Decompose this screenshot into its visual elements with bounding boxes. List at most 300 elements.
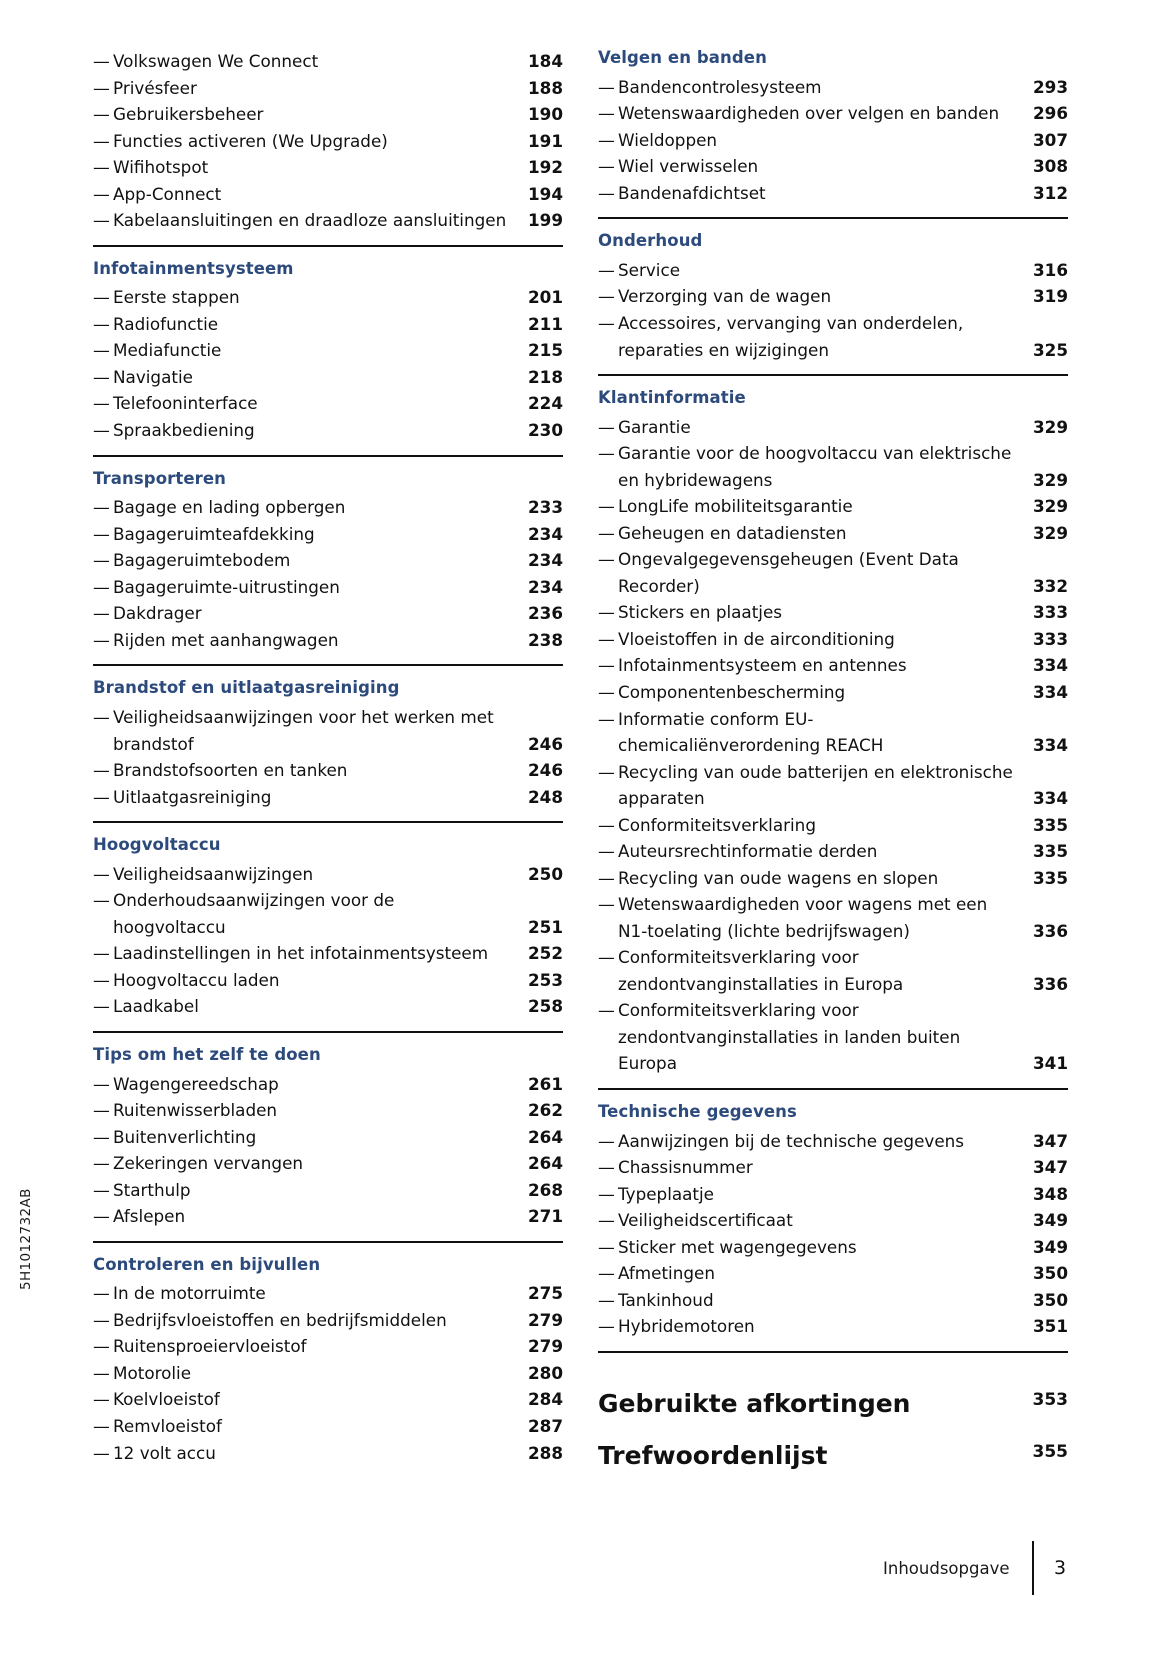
entry-label: Kabelaansluitingen en draadloze aansluitingen — [113, 210, 507, 231]
toc-entry[interactable] — [598, 891, 1068, 944]
entry-page-number: 316 — [1032, 259, 1068, 280]
toc-major-entry[interactable] — [598, 1439, 1068, 1473]
entry-label: Trefwoordenlijst — [598, 1440, 828, 1470]
entry-dash-icon: — — [93, 1416, 110, 1436]
entry-page-number: 334 — [1032, 788, 1068, 809]
toc-entry[interactable] — [93, 887, 563, 940]
toc-group-title: Technische gegevens — [598, 1101, 797, 1121]
toc-group — [93, 455, 563, 654]
entry-label: Hybridemotoren — [618, 1316, 755, 1337]
toc-entry[interactable] — [93, 337, 563, 364]
entry-page-number: 312 — [1032, 182, 1068, 203]
entry-page-number: 349 — [1032, 1210, 1068, 1231]
entry-label: Stickers en plaatjes — [618, 602, 783, 623]
entry-page-number: 334 — [1032, 735, 1068, 756]
entry-label: Wetenswaardigheden voor wagens met een N1-toelating (lichte bedrijfswagen) — [618, 894, 988, 941]
toc-group — [93, 664, 563, 810]
toc-left-column — [93, 48, 563, 1466]
toc-entry[interactable] — [598, 1181, 1068, 1208]
toc-entry[interactable] — [93, 364, 563, 391]
entry-dash-icon: — — [93, 943, 110, 964]
toc-entry[interactable] — [93, 1440, 563, 1467]
entry-label: Aanwijzingen bij de technische gegevens — [618, 1130, 965, 1151]
entry-label: Wagengereedschap — [113, 1073, 279, 1094]
toc-entry[interactable] — [93, 521, 563, 548]
entry-dash-icon: — — [598, 1157, 615, 1178]
entry-page-number: 211 — [527, 313, 563, 334]
entry-page-number: 252 — [527, 943, 563, 964]
entry-page-number: 329 — [1032, 416, 1068, 437]
entry-page-number: 347 — [1032, 1130, 1068, 1151]
entry-label: LongLife mobiliteitsgarantie — [618, 496, 853, 517]
entry-label: App-Connect — [113, 183, 222, 204]
toc-entry[interactable] — [93, 574, 563, 601]
entry-dash-icon: — — [93, 313, 110, 334]
entry-dash-icon: — — [598, 655, 615, 676]
toc-entry[interactable] — [93, 704, 563, 757]
entry-page-number: 234 — [527, 550, 563, 571]
entry-label: Eerste stappen — [113, 287, 240, 308]
toc-entry[interactable] — [598, 440, 1068, 493]
entry-dash-icon: — — [598, 867, 615, 888]
toc-group-title: Klantinformatie — [598, 388, 746, 408]
entry-page-number: 333 — [1032, 602, 1068, 623]
toc-entry[interactable] — [93, 967, 563, 994]
entry-label: Bandenafdichtset — [618, 182, 766, 203]
entry-page-number: 264 — [527, 1126, 563, 1147]
entry-label: Bagageruimte-uitrustingen — [113, 576, 340, 597]
entry-label: Volkswagen We Connect — [113, 51, 319, 71]
entry-label: 12 volt accu — [113, 1442, 216, 1463]
entry-dash-icon: — — [93, 1100, 110, 1121]
entry-label: Laadkabel — [113, 996, 199, 1017]
toc-entry[interactable] — [598, 679, 1068, 706]
entry-page-number: 268 — [527, 1179, 563, 1200]
entry-dash-icon: — — [598, 894, 615, 915]
entry-dash-icon: — — [93, 183, 110, 204]
entry-page-number: 188 — [527, 77, 563, 98]
entry-label: Auteursrechtinformatie derden — [618, 841, 878, 862]
entry-page-number: 251 — [527, 916, 563, 937]
entry-dash-icon: — — [93, 890, 110, 911]
entry-label: Radiofunctie — [113, 313, 219, 334]
toc-entry[interactable] — [598, 74, 1068, 101]
entry-page-number: 253 — [527, 969, 563, 990]
toc-group — [93, 48, 563, 234]
entry-label: Privésfeer — [113, 77, 197, 98]
entry-label: Gebruikte afkortingen — [598, 1388, 911, 1418]
toc-group-title: Transporteren — [93, 468, 227, 488]
entry-dash-icon: — — [598, 1263, 615, 1284]
entry-label: Rijden met aanhangwagen — [113, 629, 339, 650]
toc-entry[interactable] — [598, 257, 1068, 284]
toc-entry[interactable] — [93, 284, 563, 311]
entry-label: Functies activeren (We Upgrade) — [113, 130, 388, 151]
entry-page-number: 307 — [1032, 129, 1068, 150]
entry-label: Dakdrager — [113, 603, 202, 624]
entry-page-number: 275 — [527, 1283, 563, 1304]
document-part-number: 5H1012732AB — [18, 1188, 34, 1290]
entry-label: Service — [618, 259, 681, 280]
entry-label: Wieldoppen — [618, 129, 718, 150]
toc-group-title: Hoogvoltaccu — [93, 835, 221, 855]
entry-dash-icon: — — [598, 1183, 615, 1204]
toc-columns — [93, 48, 1068, 1472]
entry-page-number: 224 — [527, 393, 563, 414]
entry-label: Bagageruimteafdekking — [113, 523, 315, 544]
toc-entry[interactable] — [93, 1203, 563, 1230]
toc-entry[interactable] — [93, 154, 563, 181]
toc-entry[interactable] — [598, 944, 1068, 997]
entry-label: Conformiteitsverklaring — [618, 814, 816, 835]
toc-entry[interactable] — [93, 1280, 563, 1307]
toc-group — [93, 821, 563, 1020]
entry-dash-icon: — — [93, 603, 110, 624]
entry-page-number: 194 — [527, 183, 563, 204]
toc-entry[interactable] — [598, 1234, 1068, 1261]
entry-page-number: 353 — [1032, 1389, 1068, 1410]
entry-page-number: 280 — [527, 1362, 563, 1383]
entry-page-number: 201 — [527, 287, 563, 308]
toc-entry[interactable] — [598, 100, 1068, 127]
entry-dash-icon: — — [598, 103, 615, 124]
toc-entry[interactable] — [598, 599, 1068, 626]
entry-label: Gebruikersbeheer — [113, 104, 264, 125]
entry-label: Bagageruimtebodem — [113, 550, 291, 571]
toc-group — [93, 1031, 563, 1230]
entry-dash-icon: — — [93, 1283, 110, 1304]
toc-entry[interactable] — [93, 861, 563, 888]
entry-page-number: 234 — [527, 576, 563, 597]
entry-dash-icon: — — [93, 1153, 110, 1174]
entry-label: Buitenverlichting — [113, 1126, 257, 1147]
entry-page-number: 349 — [1032, 1236, 1068, 1257]
entry-dash-icon: — — [598, 549, 615, 570]
entry-dash-icon: — — [598, 522, 615, 543]
entry-label: Ongevalgegevensgeheugen (Event Data Recorder) — [618, 549, 959, 596]
entry-dash-icon: — — [598, 182, 615, 203]
entry-label: Infotainmentsysteem en antennes — [618, 655, 907, 676]
toc-entry[interactable] — [93, 940, 563, 967]
entry-dash-icon: — — [598, 76, 615, 97]
toc-entry[interactable] — [93, 1177, 563, 1204]
toc-entry[interactable] — [93, 181, 563, 208]
entry-label: Telefooninterface — [113, 393, 258, 414]
entry-dash-icon: — — [93, 786, 110, 807]
entry-dash-icon: — — [93, 550, 110, 571]
toc-entry[interactable] — [93, 417, 563, 444]
entry-dash-icon: — — [93, 104, 110, 125]
toc-entry[interactable] — [598, 493, 1068, 520]
entry-label: Motorolie — [113, 1362, 192, 1383]
toc-entry[interactable] — [598, 414, 1068, 441]
entry-dash-icon: — — [598, 841, 615, 862]
entry-dash-icon: — — [93, 210, 110, 231]
toc-group — [598, 48, 1068, 206]
entry-label: Veiligheidsaanwijzingen voor het werken met brandstof — [113, 706, 494, 754]
entry-dash-icon: — — [93, 366, 110, 387]
entry-page-number: 325 — [1032, 339, 1068, 360]
toc-entry[interactable] — [598, 1207, 1068, 1234]
entry-dash-icon: — — [598, 259, 615, 280]
entry-page-number: 271 — [527, 1206, 563, 1227]
entry-label: Sticker met wagengegevens — [618, 1236, 857, 1257]
toc-entry[interactable] — [598, 652, 1068, 679]
toc-group-title: Tips om het zelf te doen — [93, 1044, 321, 1064]
toc-entry[interactable] — [598, 759, 1068, 812]
page-footer — [883, 1541, 1068, 1595]
entry-label: Remvloeistof — [113, 1416, 222, 1436]
toc-entry[interactable] — [93, 993, 563, 1020]
entry-label: Hoogvoltaccu laden — [113, 969, 280, 990]
entry-page-number: 234 — [527, 523, 563, 544]
entry-dash-icon: — — [93, 1442, 110, 1463]
entry-page-number: 279 — [527, 1336, 563, 1357]
toc-entry[interactable] — [93, 1360, 563, 1387]
entry-page-number: 218 — [527, 366, 563, 387]
entry-page-number: 230 — [527, 420, 563, 440]
entry-label: Bedrijfsvloeistoffen en bedrijfsmiddelen — [113, 1309, 447, 1330]
entry-dash-icon: — — [598, 443, 615, 464]
entry-label: Zekeringen vervangen — [113, 1153, 304, 1174]
entry-label: Conformiteitsverklaring voor zendontvanginstallaties in Europa — [618, 947, 904, 994]
entry-label: Accessoires, vervanging van onderdelen, reparaties en wijzigingen — [618, 312, 964, 360]
entry-dash-icon: — — [598, 628, 615, 649]
entry-label: Informatie conform EU-chemicaliënverordening REACH — [618, 708, 884, 756]
entry-page-number: 293 — [1032, 76, 1068, 97]
toc-entry[interactable] — [598, 310, 1068, 363]
footer-page-number: 3 — [1054, 1557, 1067, 1579]
entry-dash-icon: — — [93, 1179, 110, 1200]
toc-entry[interactable] — [598, 838, 1068, 865]
entry-label: Componentenbescherming — [618, 681, 846, 702]
entry-dash-icon: — — [598, 1316, 615, 1337]
entry-page-number: 192 — [527, 157, 563, 178]
toc-entry[interactable] — [93, 1150, 563, 1177]
entry-page-number: 350 — [1032, 1289, 1068, 1310]
entry-dash-icon: — — [93, 1206, 110, 1227]
toc-group — [598, 217, 1068, 363]
toc-entry[interactable] — [598, 283, 1068, 310]
entry-page-number: 191 — [527, 130, 563, 151]
toc-entry[interactable] — [598, 865, 1068, 892]
entry-dash-icon: — — [93, 51, 110, 71]
entry-label: Verzorging van de wagen — [618, 286, 832, 307]
entry-page-number: 184 — [527, 51, 563, 71]
entry-page-number: 246 — [527, 760, 563, 781]
entry-page-number: 336 — [1032, 920, 1068, 941]
toc-group — [598, 1088, 1068, 1340]
toc-entry[interactable] — [598, 180, 1068, 207]
toc-entry[interactable] — [598, 1128, 1068, 1155]
entry-page-number: 351 — [1032, 1316, 1068, 1337]
entry-label: Ruitenwisserbladen — [113, 1100, 278, 1121]
entry-dash-icon: — — [598, 1289, 615, 1310]
entry-dash-icon: — — [93, 1073, 110, 1094]
toc-major-entry[interactable] — [598, 1387, 1068, 1421]
toc-entry[interactable] — [598, 546, 1068, 599]
entry-label: Bagage en lading opbergen — [113, 497, 346, 518]
toc-entry[interactable] — [93, 547, 563, 574]
entry-page-number: 329 — [1032, 522, 1068, 543]
entry-page-number: 334 — [1032, 681, 1068, 702]
entry-label: Mediafunctie — [113, 340, 222, 361]
toc-entry[interactable] — [93, 1386, 563, 1413]
entry-page-number: 233 — [527, 497, 563, 518]
entry-label: Conformiteitsverklaring voor zendontvanginstallaties in landen buiten Europa — [618, 1000, 961, 1074]
entry-dash-icon: — — [93, 1336, 110, 1357]
entry-page-number: 348 — [1032, 1183, 1068, 1204]
entry-page-number: 258 — [527, 996, 563, 1017]
toc-entry[interactable] — [93, 627, 563, 654]
entry-label: Vloeistoffen in de airconditioning — [618, 628, 895, 649]
entry-page-number: 190 — [527, 104, 563, 125]
toc-group-title: Controleren en bijvullen — [93, 1254, 321, 1274]
entry-dash-icon: — — [598, 1000, 615, 1021]
toc-entry[interactable] — [598, 1313, 1068, 1340]
entry-dash-icon: — — [93, 157, 110, 178]
entry-page-number: 332 — [1032, 575, 1068, 596]
entry-label: Bandencontrolesysteem — [618, 76, 822, 97]
entry-page-number: 335 — [1032, 814, 1068, 835]
entry-label: Starthulp — [113, 1179, 191, 1200]
entry-dash-icon: — — [93, 1126, 110, 1147]
entry-label: Brandstofsoorten en tanken — [113, 760, 348, 781]
toc-group — [598, 374, 1068, 1077]
toc-entry[interactable] — [93, 600, 563, 627]
toc-entry[interactable] — [598, 127, 1068, 154]
toc-entry[interactable] — [93, 101, 563, 128]
toc-entry[interactable] — [93, 1333, 563, 1360]
toc-group-title: Onderhoud — [598, 231, 703, 251]
entry-page-number: 350 — [1032, 1263, 1068, 1284]
toc-group-title: Brandstof en uitlaatgasreiniging — [93, 678, 400, 698]
entry-label: Ruitensproeiervloeistof — [113, 1336, 307, 1357]
entry-label: Garantie — [618, 416, 691, 437]
entry-dash-icon: — — [598, 129, 615, 150]
entry-dash-icon: — — [598, 1210, 615, 1231]
entry-page-number: 335 — [1032, 867, 1068, 888]
entry-label: In de motorruimte — [113, 1283, 266, 1304]
entry-page-number: 355 — [1032, 1441, 1068, 1462]
entry-dash-icon: — — [598, 602, 615, 623]
entry-page-number: 335 — [1032, 841, 1068, 862]
entry-label: Veiligheidscertificaat — [618, 1210, 793, 1231]
toc-entry[interactable] — [598, 1287, 1068, 1314]
toc-entry[interactable] — [598, 706, 1068, 759]
entry-page-number: 347 — [1032, 1157, 1068, 1178]
footer-divider — [1032, 1541, 1035, 1595]
toc-entry[interactable] — [93, 1071, 563, 1098]
toc-entry[interactable] — [598, 520, 1068, 547]
entry-label: Laadinstellingen in het infotainmentsysteem — [113, 943, 489, 964]
entry-page-number: 284 — [527, 1389, 563, 1410]
entry-dash-icon: — — [93, 629, 110, 650]
entry-label: Typeplaatje — [618, 1183, 714, 1204]
entry-dash-icon: — — [598, 1236, 615, 1257]
entry-page-number: 215 — [527, 340, 563, 361]
entry-label: Onderhoudsaanwijzingen voor de hoogvoltaccu — [113, 890, 395, 937]
toc-entry[interactable] — [598, 1154, 1068, 1181]
toc-entry[interactable] — [93, 75, 563, 102]
entry-dash-icon: — — [598, 708, 615, 729]
entry-label: Recycling van oude batterijen en elektronische apparaten — [618, 761, 1013, 809]
entry-label: Garantie voor de hoogvoltaccu van elektrische en hybridewagens — [618, 443, 1012, 490]
entry-label: Wetenswaardigheden over velgen en banden — [618, 103, 1000, 124]
toc-entry[interactable] — [598, 153, 1068, 180]
entry-label: Veiligheidsaanwijzingen — [113, 863, 314, 884]
entry-page-number: 296 — [1032, 103, 1068, 124]
toc-entry[interactable] — [598, 1260, 1068, 1287]
entry-page-number: 288 — [527, 1442, 563, 1463]
entry-page-number: 334 — [1032, 655, 1068, 676]
entry-label: Recycling van oude wagens en slopen — [618, 867, 939, 888]
toc-entry[interactable] — [598, 626, 1068, 653]
entry-page-number: 336 — [1032, 973, 1068, 994]
entry-dash-icon: — — [93, 1309, 110, 1330]
entry-dash-icon: — — [93, 340, 110, 361]
entry-label: Spraakbediening — [113, 420, 255, 440]
entry-page-number: 329 — [1032, 496, 1068, 517]
toc-group — [93, 1241, 563, 1466]
entry-dash-icon: — — [598, 496, 615, 517]
entry-page-number: 236 — [527, 603, 563, 624]
toc-entry[interactable] — [93, 1124, 563, 1151]
entry-page-number: 329 — [1032, 469, 1068, 490]
toc-entry[interactable] — [93, 1413, 563, 1440]
toc-entry[interactable] — [93, 494, 563, 521]
entry-label: Chassisnummer — [618, 1157, 753, 1178]
toc-entry[interactable] — [598, 812, 1068, 839]
entry-dash-icon: — — [93, 497, 110, 518]
toc-entry[interactable] — [93, 390, 563, 417]
entry-label: Wiel verwisselen — [618, 156, 759, 177]
toc-entry[interactable] — [93, 128, 563, 155]
entry-page-number: 287 — [527, 1416, 563, 1436]
entry-page-number: 264 — [527, 1153, 563, 1174]
entry-dash-icon: — — [93, 523, 110, 544]
entry-page-number: 199 — [527, 210, 563, 231]
entry-dash-icon: — — [598, 312, 615, 333]
toc-entry[interactable] — [93, 1307, 563, 1334]
toc-group-title: Infotainmentsysteem — [93, 258, 294, 278]
entry-page-number: 248 — [527, 786, 563, 807]
entry-dash-icon: — — [93, 996, 110, 1017]
entry-dash-icon: — — [598, 156, 615, 177]
entry-dash-icon: — — [93, 393, 110, 414]
toc-right-column — [598, 48, 1068, 1472]
toc-entry[interactable] — [93, 757, 563, 784]
entry-label: Afmetingen — [618, 1263, 715, 1284]
entry-dash-icon: — — [93, 1362, 110, 1383]
entry-page-number: 246 — [527, 733, 563, 754]
entry-label: Uitlaatgasreiniging — [113, 786, 272, 807]
toc-entry[interactable] — [93, 207, 563, 234]
entry-dash-icon: — — [598, 681, 615, 702]
toc-entry[interactable] — [93, 48, 563, 75]
toc-entry[interactable] — [93, 784, 563, 811]
entry-page-number: 341 — [1032, 1053, 1068, 1074]
entry-dash-icon: — — [598, 416, 615, 437]
toc-entry[interactable] — [93, 311, 563, 338]
entry-page-number: 262 — [527, 1100, 563, 1121]
toc-entry[interactable] — [598, 997, 1068, 1077]
entry-page-number: 250 — [527, 863, 563, 884]
entry-page-number: 261 — [527, 1073, 563, 1094]
entry-label: Navigatie — [113, 366, 193, 387]
entry-page-number: 238 — [527, 629, 563, 650]
toc-entry[interactable] — [93, 1097, 563, 1124]
